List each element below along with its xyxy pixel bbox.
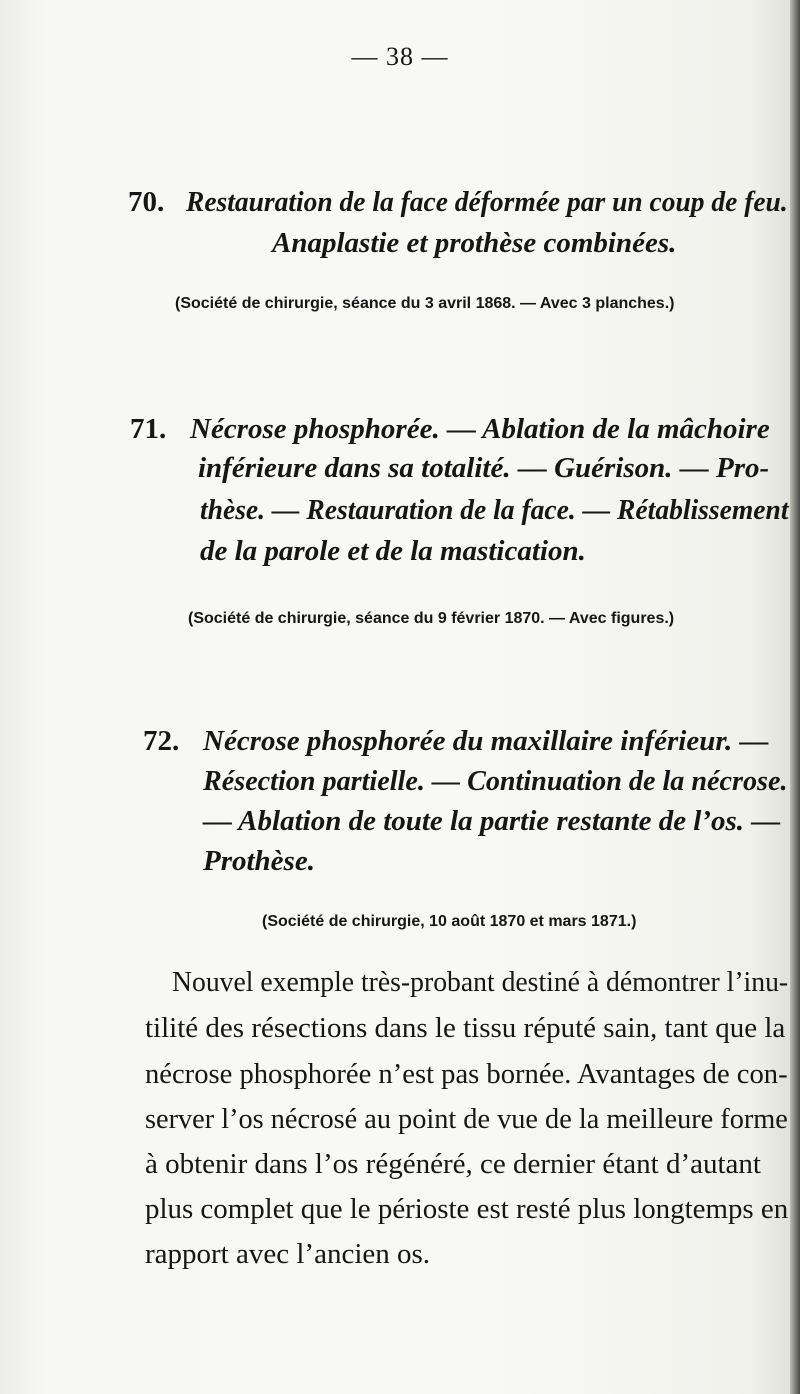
entry-source: (Société de chirurgie, séance du 3 avril 1868. — Avec 3 planches.) [175,295,675,312]
entry-title-line: Résection partielle. — Continuation de la nécrose. [203,765,788,797]
entry-number: 71. [130,413,167,445]
paragraph-line: plus complet que le périoste est resté plus longtemps en [145,1193,789,1225]
paragraph-line: Nouvel exemple très-probant destiné à démontrer l’inu- [172,966,789,998]
entry-title-line: Restauration de la face déformée par un coup de feu. [186,186,788,218]
entry-title-line: — Ablation de toute la partie restante de l’os. — [203,805,781,837]
paragraph-line: rapport avec l’ancien os. [145,1238,431,1270]
paragraph-line: à obtenir dans l’os régénéré, ce dernier étant d’autant [145,1148,761,1180]
entry-number: 72. [143,725,180,757]
entry-title-line: Nécrose phosphorée du maxillaire inférieur. — [203,725,769,757]
entry-source: (Société de chirurgie, séance du 9 février 1870. — Avec figures.) [188,610,675,627]
paragraph-line: server l’os nécrosé au point de vue de la meilleure forme [145,1103,788,1135]
paragraph-line: tilité des résections dans le tissu réputé sain, tant que la [145,1012,786,1044]
page-edge-shadow [790,0,800,1394]
page-number: — 38 — [351,42,449,71]
entry-title-line: inférieure dans sa totalité. — Guérison. — Pro- [198,452,770,484]
entry-title-line: de la parole et de la mastication. [200,535,586,567]
entry-number: 70. [128,186,165,218]
entry-title-line: Prothèse. [203,845,315,877]
entry-title-line: thèse. — Restauration de la face. — Rétablissement [200,494,789,526]
entry-title-line: Nécrose phosphorée. — Ablation de la mâchoire [190,413,770,445]
entry-title-line: Anaplastie et prothèse combinées. [272,227,677,259]
entry-source: (Société de chirurgie, 10 août 1870 et mars 1871.) [262,913,637,930]
paragraph-line: nécrose phosphorée n’est pas bornée. Avantages de con- [145,1058,788,1090]
